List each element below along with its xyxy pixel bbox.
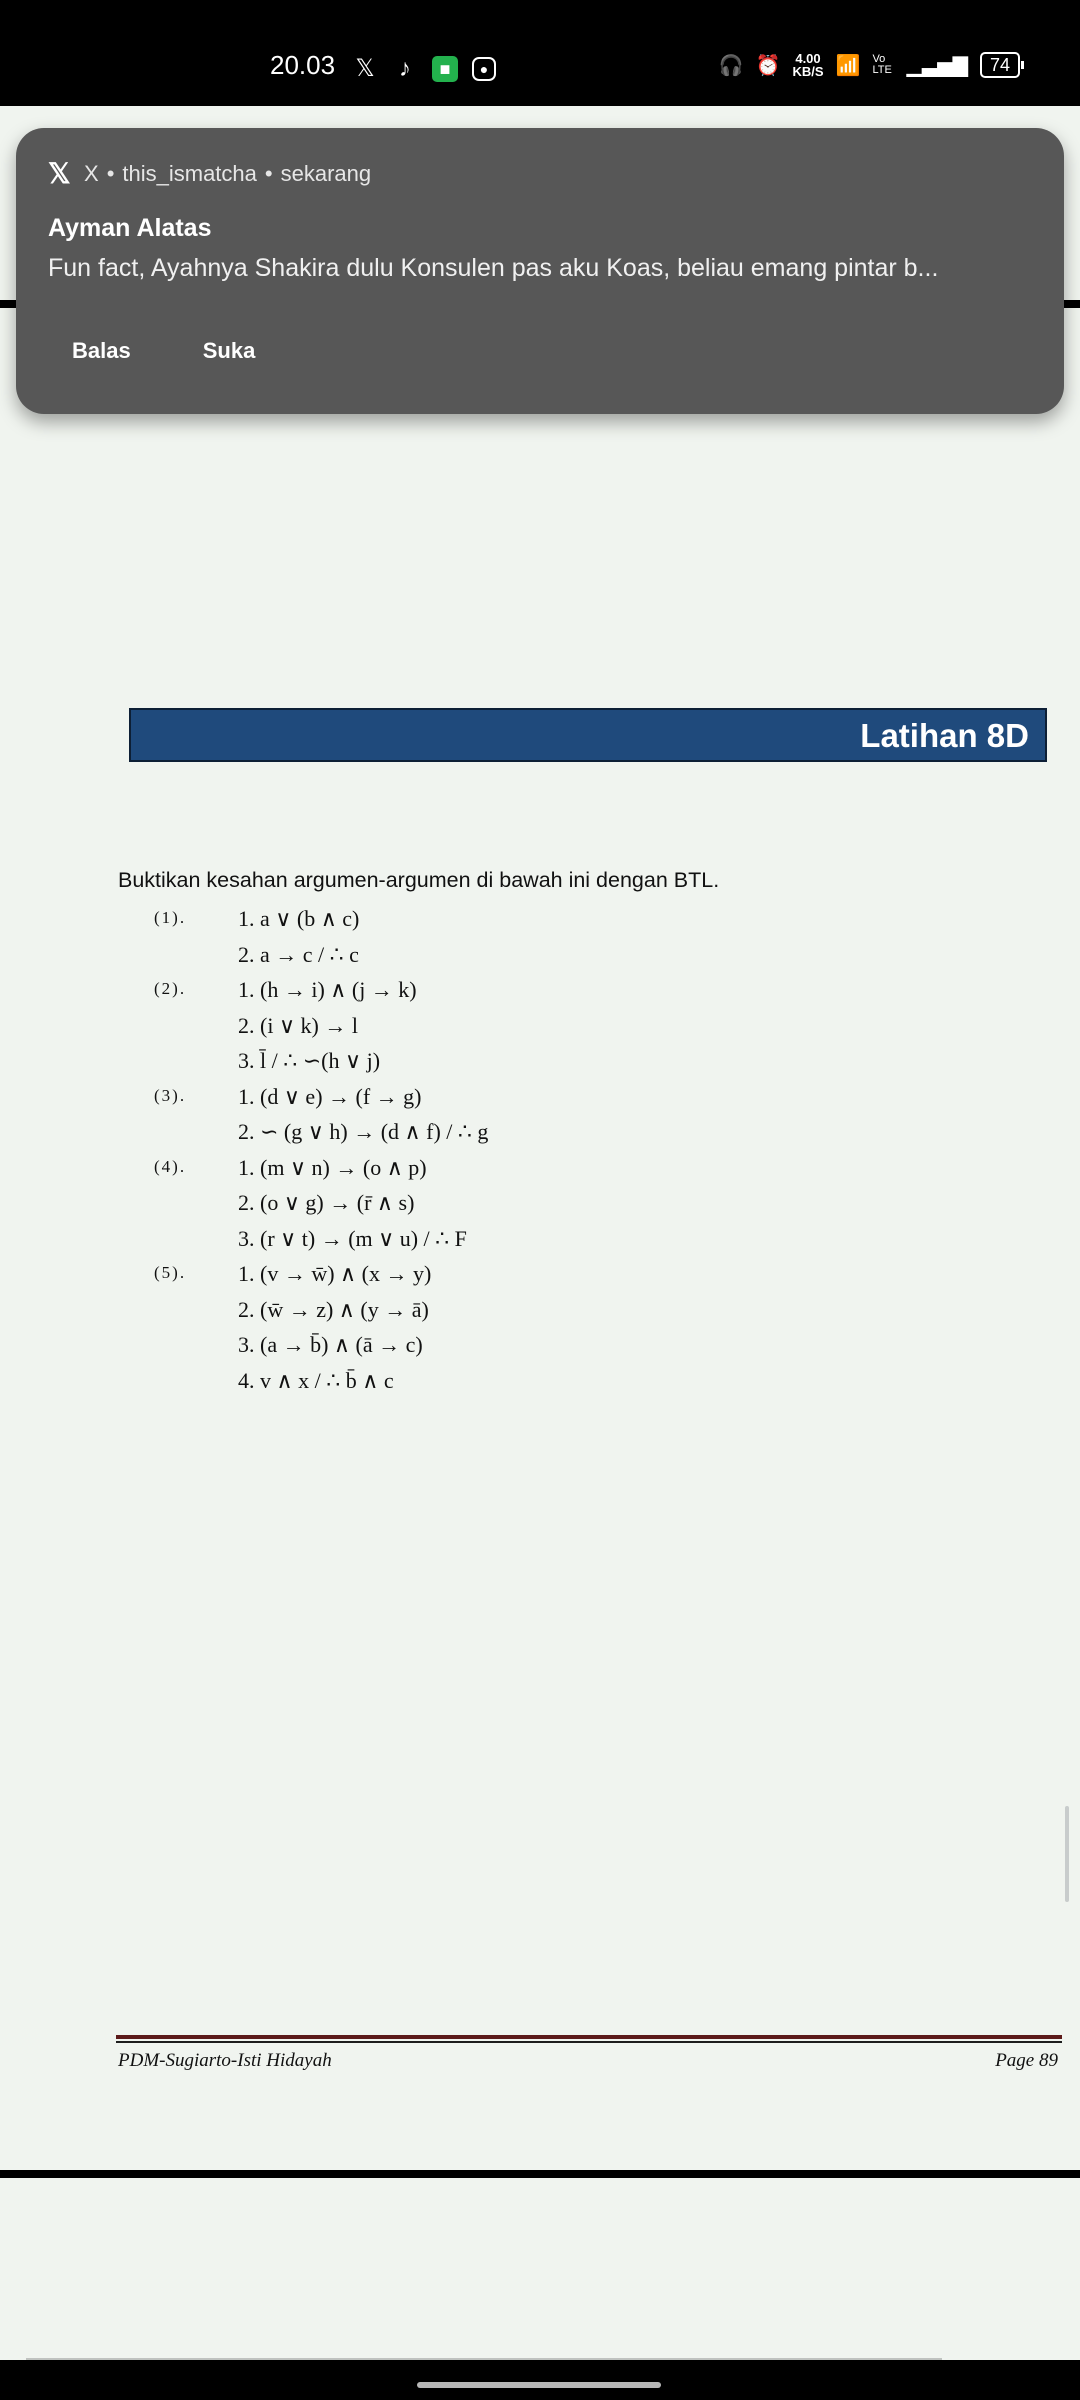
reply-button[interactable]: Balas [72, 338, 131, 363]
problem-number: (5). [154, 1263, 187, 1282]
next-page-area [0, 2178, 1080, 2360]
premise-line: 2. (w̄ → z) ∧ (y → ā) [238, 1296, 429, 1322]
x-icon: 𝕏 [355, 55, 375, 82]
notification-meta [48, 160, 371, 188]
alarm-icon: ⏰ [755, 54, 781, 77]
problem-2 [154, 972, 719, 1079]
status-bar [0, 0, 1080, 106]
premise-line: 3. (a → b̄) ∧ (ā → c) [238, 1332, 423, 1357]
problem-number: (1). [154, 908, 187, 927]
like-button[interactable]: Suka [202, 338, 256, 363]
problem-5 [154, 1256, 719, 1398]
instagram-icon: ● [472, 57, 496, 81]
exercise-intro: Buktikan kesahan argumen-argumen di bawah ini dengan BTL. [118, 868, 720, 892]
problem-number: (2). [154, 979, 187, 998]
footer-page-number: Page 89 [995, 2050, 1058, 2071]
network-speed-value: 4.00 [795, 51, 821, 66]
dot-separator: • [264, 161, 273, 186]
premise-line: 2. a → c / ∴ c [238, 941, 359, 967]
premise-line: 3. (r ∨ t) → (m ∨ u) / ∴ F [238, 1225, 467, 1251]
premise-line: 1. (h → i) ∧ (j → k) [238, 977, 417, 1002]
premise-line: 3. l̄ / ∴ ∽(h ∨ j) [238, 1048, 381, 1073]
status-time: 20.03 [270, 50, 336, 80]
footer-author: PDM-Sugiarto-Isti Hidayah [118, 2050, 332, 2071]
network-speed [792, 52, 823, 78]
scrollbar-thumb[interactable] [1065, 1806, 1069, 1902]
home-gesture-bar[interactable] [417, 2382, 661, 2388]
dot-separator: • [106, 161, 115, 186]
x-icon: 𝕏 [48, 158, 71, 189]
premise-line: 2. (i ∨ k) → l [238, 1012, 358, 1038]
notification-card[interactable] [16, 128, 1064, 414]
notification-account: this_ismatcha [122, 161, 257, 186]
problem-4 [154, 1150, 719, 1257]
premise-line: 1. (d ∨ e) → (f → g) [238, 1083, 422, 1109]
premise-line: 4. v ∧ x / ∴ b̄ ∧ c [238, 1367, 394, 1393]
premise-line: 1. (m ∨ n) → (o ∧ p) [238, 1154, 427, 1180]
chat-icon: ■ [432, 56, 458, 82]
headphones-icon: 🎧 [718, 54, 744, 77]
status-right-icons [719, 52, 1020, 78]
battery-indicator: 74 [980, 52, 1020, 78]
notification-sender: Ayman Alatas [48, 214, 212, 242]
footer-rule-thin [116, 2041, 1062, 2043]
navigation-bar [0, 2360, 1080, 2400]
banner-title: Latihan 8D [860, 717, 1029, 754]
premise-line: 1. a ∨ (b ∧ c) [238, 906, 360, 931]
problem-3 [154, 1079, 719, 1150]
exercise-content [118, 868, 719, 1398]
signal-icon: ▁▃▅▇ [906, 54, 968, 77]
footer-rule [116, 2035, 1062, 2039]
wifi-icon: 📶 [835, 54, 861, 77]
page-separator [0, 2170, 1080, 2178]
notification-actions [72, 338, 255, 364]
section-banner [129, 708, 1047, 762]
volte-label: Vo LTE [872, 53, 892, 76]
notification-time: sekarang [280, 161, 372, 186]
problem-1 [154, 901, 719, 972]
notification-app: X [84, 161, 99, 186]
premise-line: 1. (v → w̄) ∧ (x → y) [238, 1261, 432, 1286]
premise-line: 2. (o ∨ g) → (r̄ ∧ s) [238, 1190, 415, 1215]
premise-line: 2. ∽ (g ∨ h) → (d ∧ f) / ∴ g [238, 1119, 489, 1144]
network-speed-unit: KB/S [792, 64, 824, 79]
notification-message: Fun fact, Ayahnya Shakira dulu Konsulen pas aku Koas, beliau emang pintar b... [48, 254, 939, 282]
problem-number: (4). [154, 1156, 187, 1176]
tiktok-icon: ♪ [399, 55, 411, 82]
notification-icons [352, 56, 496, 82]
problem-number: (3). [154, 1085, 187, 1105]
